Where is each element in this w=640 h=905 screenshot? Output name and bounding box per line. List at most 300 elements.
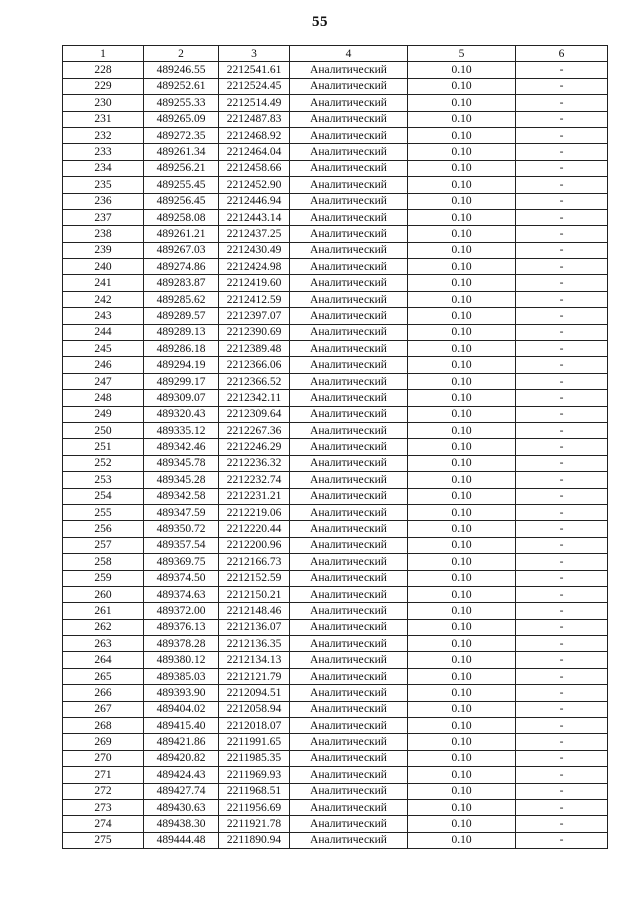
note-cell: - <box>516 160 608 176</box>
accuracy-cell: 0.10 <box>408 718 516 734</box>
note-cell: - <box>516 193 608 209</box>
accuracy-cell: 0.10 <box>408 504 516 520</box>
table-row <box>63 504 608 520</box>
method-cell: Аналитический <box>290 455 408 471</box>
x-coordinate-cell: 489369.75 <box>144 554 219 570</box>
y-coordinate-cell: 2211968.51 <box>219 783 290 799</box>
y-coordinate-cell: 2212134.13 <box>219 652 290 668</box>
point-number-cell: 268 <box>63 718 144 734</box>
accuracy-cell: 0.10 <box>408 209 516 225</box>
y-coordinate-cell: 2212514.49 <box>219 95 290 111</box>
x-coordinate-cell: 489246.55 <box>144 62 219 78</box>
note-cell: - <box>516 144 608 160</box>
y-coordinate-cell: 2212412.59 <box>219 291 290 307</box>
method-cell: Аналитический <box>290 422 408 438</box>
accuracy-cell: 0.10 <box>408 62 516 78</box>
note-cell: - <box>516 685 608 701</box>
accuracy-cell: 0.10 <box>408 111 516 127</box>
note-cell: - <box>516 390 608 406</box>
point-number-cell: 253 <box>63 472 144 488</box>
note-cell: - <box>516 291 608 307</box>
point-number-cell: 239 <box>63 242 144 258</box>
method-cell: Аналитический <box>290 373 408 389</box>
x-coordinate-cell: 489404.02 <box>144 701 219 717</box>
method-cell: Аналитический <box>290 406 408 422</box>
note-cell: - <box>516 668 608 684</box>
table-row <box>63 127 608 143</box>
note-cell: - <box>516 521 608 537</box>
note-cell: - <box>516 832 608 848</box>
note-cell: - <box>516 357 608 373</box>
x-coordinate-cell: 489283.87 <box>144 275 219 291</box>
method-cell: Аналитический <box>290 111 408 127</box>
point-number-cell: 249 <box>63 406 144 422</box>
method-cell: Аналитический <box>290 95 408 111</box>
x-coordinate-cell: 489345.78 <box>144 455 219 471</box>
method-cell: Аналитический <box>290 488 408 504</box>
method-cell: Аналитический <box>290 472 408 488</box>
x-coordinate-cell: 489289.13 <box>144 324 219 340</box>
table-row <box>63 373 608 389</box>
point-number-cell: 234 <box>63 160 144 176</box>
table-row <box>63 783 608 799</box>
point-number-cell: 256 <box>63 521 144 537</box>
x-coordinate-cell: 489256.45 <box>144 193 219 209</box>
point-number-cell: 238 <box>63 226 144 242</box>
x-coordinate-cell: 489438.30 <box>144 816 219 832</box>
y-coordinate-cell: 2212446.94 <box>219 193 290 209</box>
table-row <box>63 603 608 619</box>
header-row <box>63 46 608 62</box>
accuracy-cell: 0.10 <box>408 390 516 406</box>
accuracy-cell: 0.10 <box>408 275 516 291</box>
note-cell: - <box>516 537 608 553</box>
method-cell: Аналитический <box>290 521 408 537</box>
note-cell: - <box>516 439 608 455</box>
note-cell: - <box>516 734 608 750</box>
page-number: 55 <box>312 14 328 30</box>
point-number-cell: 243 <box>63 308 144 324</box>
y-coordinate-cell: 2212094.51 <box>219 685 290 701</box>
note-cell: - <box>516 406 608 422</box>
note-cell: - <box>516 242 608 258</box>
accuracy-cell: 0.10 <box>408 554 516 570</box>
x-coordinate-cell: 489252.61 <box>144 78 219 94</box>
y-coordinate-cell: 2212150.21 <box>219 586 290 602</box>
note-cell: - <box>516 488 608 504</box>
method-cell: Аналитический <box>290 586 408 602</box>
y-coordinate-cell: 2212397.07 <box>219 308 290 324</box>
x-coordinate-cell: 489342.58 <box>144 488 219 504</box>
accuracy-cell: 0.10 <box>408 816 516 832</box>
point-number-cell: 247 <box>63 373 144 389</box>
note-cell: - <box>516 783 608 799</box>
accuracy-cell: 0.10 <box>408 701 516 717</box>
accuracy-cell: 0.10 <box>408 127 516 143</box>
y-coordinate-cell: 2211956.69 <box>219 799 290 815</box>
x-coordinate-cell: 489350.72 <box>144 521 219 537</box>
x-coordinate-cell: 489347.59 <box>144 504 219 520</box>
method-cell: Аналитический <box>290 750 408 766</box>
note-cell: - <box>516 308 608 324</box>
note-cell: - <box>516 275 608 291</box>
column-header: 2 <box>144 46 219 62</box>
table-row <box>63 636 608 652</box>
x-coordinate-cell: 489285.62 <box>144 291 219 307</box>
x-coordinate-cell: 489376.13 <box>144 619 219 635</box>
table-row <box>63 455 608 471</box>
accuracy-cell: 0.10 <box>408 78 516 94</box>
table-row <box>63 488 608 504</box>
note-cell: - <box>516 62 608 78</box>
accuracy-cell: 0.10 <box>408 488 516 504</box>
y-coordinate-cell: 2212148.46 <box>219 603 290 619</box>
accuracy-cell: 0.10 <box>408 734 516 750</box>
x-coordinate-cell: 489335.12 <box>144 422 219 438</box>
point-number-cell: 246 <box>63 357 144 373</box>
y-coordinate-cell: 2212458.66 <box>219 160 290 176</box>
note-cell: - <box>516 226 608 242</box>
y-coordinate-cell: 2212058.94 <box>219 701 290 717</box>
x-coordinate-cell: 489342.46 <box>144 439 219 455</box>
method-cell: Аналитический <box>290 619 408 635</box>
column-header: 4 <box>290 46 408 62</box>
note-cell: - <box>516 603 608 619</box>
y-coordinate-cell: 2212220.44 <box>219 521 290 537</box>
point-number-cell: 241 <box>63 275 144 291</box>
method-cell: Аналитический <box>290 767 408 783</box>
x-coordinate-cell: 489274.86 <box>144 259 219 275</box>
y-coordinate-cell: 2211921.78 <box>219 816 290 832</box>
x-coordinate-cell: 489420.82 <box>144 750 219 766</box>
point-number-cell: 236 <box>63 193 144 209</box>
point-number-cell: 259 <box>63 570 144 586</box>
method-cell: Аналитический <box>290 209 408 225</box>
table-row <box>63 521 608 537</box>
note-cell: - <box>516 111 608 127</box>
y-coordinate-cell: 2212309.64 <box>219 406 290 422</box>
x-coordinate-cell: 489267.03 <box>144 242 219 258</box>
table-row <box>63 750 608 766</box>
y-coordinate-cell: 2211985.35 <box>219 750 290 766</box>
x-coordinate-cell: 489255.33 <box>144 95 219 111</box>
accuracy-cell: 0.10 <box>408 177 516 193</box>
method-cell: Аналитический <box>290 226 408 242</box>
table-row <box>63 62 608 78</box>
note-cell: - <box>516 78 608 94</box>
accuracy-cell: 0.10 <box>408 160 516 176</box>
accuracy-cell: 0.10 <box>408 226 516 242</box>
method-cell: Аналитический <box>290 783 408 799</box>
note-cell: - <box>516 341 608 357</box>
accuracy-cell: 0.10 <box>408 668 516 684</box>
point-number-cell: 262 <box>63 619 144 635</box>
point-number-cell: 274 <box>63 816 144 832</box>
x-coordinate-cell: 489345.28 <box>144 472 219 488</box>
note-cell: - <box>516 799 608 815</box>
method-cell: Аналитический <box>290 799 408 815</box>
x-coordinate-cell: 489427.74 <box>144 783 219 799</box>
accuracy-cell: 0.10 <box>408 783 516 799</box>
method-cell: Аналитический <box>290 357 408 373</box>
note-cell: - <box>516 422 608 438</box>
x-coordinate-cell: 489289.57 <box>144 308 219 324</box>
x-coordinate-cell: 489299.17 <box>144 373 219 389</box>
column-header: 6 <box>516 46 608 62</box>
y-coordinate-cell: 2212267.36 <box>219 422 290 438</box>
x-coordinate-cell: 489286.18 <box>144 341 219 357</box>
table-row <box>63 701 608 717</box>
accuracy-cell: 0.10 <box>408 832 516 848</box>
accuracy-cell: 0.10 <box>408 455 516 471</box>
note-cell: - <box>516 701 608 717</box>
table-row <box>63 177 608 193</box>
accuracy-cell: 0.10 <box>408 767 516 783</box>
y-coordinate-cell: 2212366.06 <box>219 357 290 373</box>
point-number-cell: 250 <box>63 422 144 438</box>
table-row <box>63 554 608 570</box>
table-row <box>63 472 608 488</box>
point-number-cell: 230 <box>63 95 144 111</box>
method-cell: Аналитический <box>290 554 408 570</box>
table-row <box>63 799 608 815</box>
point-number-cell: 232 <box>63 127 144 143</box>
x-coordinate-cell: 489255.45 <box>144 177 219 193</box>
note-cell: - <box>516 652 608 668</box>
note-cell: - <box>516 455 608 471</box>
accuracy-cell: 0.10 <box>408 193 516 209</box>
x-coordinate-cell: 489430.63 <box>144 799 219 815</box>
table-row <box>63 308 608 324</box>
y-coordinate-cell: 2212468.92 <box>219 127 290 143</box>
y-coordinate-cell: 2212443.14 <box>219 209 290 225</box>
coordinates-table <box>62 45 608 849</box>
point-number-cell: 272 <box>63 783 144 799</box>
y-coordinate-cell: 2212487.83 <box>219 111 290 127</box>
table-row <box>63 439 608 455</box>
table-row <box>63 291 608 307</box>
y-coordinate-cell: 2211991.65 <box>219 734 290 750</box>
method-cell: Аналитический <box>290 537 408 553</box>
point-number-cell: 248 <box>63 390 144 406</box>
y-coordinate-cell: 2212541.61 <box>219 62 290 78</box>
point-number-cell: 252 <box>63 455 144 471</box>
y-coordinate-cell: 2212437.25 <box>219 226 290 242</box>
method-cell: Аналитический <box>290 324 408 340</box>
point-number-cell: 228 <box>63 62 144 78</box>
point-number-cell: 242 <box>63 291 144 307</box>
x-coordinate-cell: 489378.28 <box>144 636 219 652</box>
y-coordinate-cell: 2212121.79 <box>219 668 290 684</box>
accuracy-cell: 0.10 <box>408 422 516 438</box>
y-coordinate-cell: 2212419.60 <box>219 275 290 291</box>
accuracy-cell: 0.10 <box>408 291 516 307</box>
method-cell: Аналитический <box>290 832 408 848</box>
method-cell: Аналитический <box>290 341 408 357</box>
x-coordinate-cell: 489294.19 <box>144 357 219 373</box>
table-row <box>63 668 608 684</box>
table-row <box>63 193 608 209</box>
x-coordinate-cell: 489415.40 <box>144 718 219 734</box>
note-cell: - <box>516 619 608 635</box>
method-cell: Аналитический <box>290 668 408 684</box>
accuracy-cell: 0.10 <box>408 308 516 324</box>
accuracy-cell: 0.10 <box>408 472 516 488</box>
table-row <box>63 324 608 340</box>
point-number-cell: 251 <box>63 439 144 455</box>
table-row <box>63 652 608 668</box>
point-number-cell: 245 <box>63 341 144 357</box>
y-coordinate-cell: 2212231.21 <box>219 488 290 504</box>
x-coordinate-cell: 489374.50 <box>144 570 219 586</box>
y-coordinate-cell: 2212136.35 <box>219 636 290 652</box>
note-cell: - <box>516 472 608 488</box>
x-coordinate-cell: 489320.43 <box>144 406 219 422</box>
x-coordinate-cell: 489372.00 <box>144 603 219 619</box>
method-cell: Аналитический <box>290 78 408 94</box>
method-cell: Аналитический <box>290 734 408 750</box>
x-coordinate-cell: 489393.90 <box>144 685 219 701</box>
accuracy-cell: 0.10 <box>408 570 516 586</box>
point-number-cell: 266 <box>63 685 144 701</box>
x-coordinate-cell: 489380.12 <box>144 652 219 668</box>
accuracy-cell: 0.10 <box>408 95 516 111</box>
table-row <box>63 718 608 734</box>
y-coordinate-cell: 2212342.11 <box>219 390 290 406</box>
y-coordinate-cell: 2212464.04 <box>219 144 290 160</box>
accuracy-cell: 0.10 <box>408 652 516 668</box>
x-coordinate-cell: 489385.03 <box>144 668 219 684</box>
column-header: 1 <box>63 46 144 62</box>
point-number-cell: 233 <box>63 144 144 160</box>
y-coordinate-cell: 2212430.49 <box>219 242 290 258</box>
method-cell: Аналитический <box>290 636 408 652</box>
method-cell: Аналитический <box>290 570 408 586</box>
point-number-cell: 271 <box>63 767 144 783</box>
x-coordinate-cell: 489256.21 <box>144 160 219 176</box>
note-cell: - <box>516 554 608 570</box>
accuracy-cell: 0.10 <box>408 537 516 553</box>
point-number-cell: 244 <box>63 324 144 340</box>
table-row <box>63 242 608 258</box>
table-row <box>63 816 608 832</box>
method-cell: Аналитический <box>290 259 408 275</box>
point-number-cell: 265 <box>63 668 144 684</box>
table-row <box>63 111 608 127</box>
table-row <box>63 209 608 225</box>
x-coordinate-cell: 489357.54 <box>144 537 219 553</box>
x-coordinate-cell: 489261.34 <box>144 144 219 160</box>
method-cell: Аналитический <box>290 816 408 832</box>
note-cell: - <box>516 750 608 766</box>
method-cell: Аналитический <box>290 308 408 324</box>
table-row <box>63 685 608 701</box>
method-cell: Аналитический <box>290 62 408 78</box>
accuracy-cell: 0.10 <box>408 750 516 766</box>
x-coordinate-cell: 489421.86 <box>144 734 219 750</box>
y-coordinate-cell: 2212389.48 <box>219 341 290 357</box>
accuracy-cell: 0.10 <box>408 406 516 422</box>
accuracy-cell: 0.10 <box>408 259 516 275</box>
note-cell: - <box>516 259 608 275</box>
x-coordinate-cell: 489444.48 <box>144 832 219 848</box>
point-number-cell: 258 <box>63 554 144 570</box>
method-cell: Аналитический <box>290 603 408 619</box>
table-row <box>63 160 608 176</box>
point-number-cell: 255 <box>63 504 144 520</box>
table-row <box>63 95 608 111</box>
table-row <box>63 390 608 406</box>
point-number-cell: 270 <box>63 750 144 766</box>
method-cell: Аналитический <box>290 177 408 193</box>
accuracy-cell: 0.10 <box>408 439 516 455</box>
method-cell: Аналитический <box>290 144 408 160</box>
table-row <box>63 341 608 357</box>
note-cell: - <box>516 718 608 734</box>
point-number-cell: 263 <box>63 636 144 652</box>
point-number-cell: 254 <box>63 488 144 504</box>
table-row <box>63 537 608 553</box>
accuracy-cell: 0.10 <box>408 586 516 602</box>
accuracy-cell: 0.10 <box>408 636 516 652</box>
x-coordinate-cell: 489424.43 <box>144 767 219 783</box>
note-cell: - <box>516 177 608 193</box>
point-number-cell: 240 <box>63 259 144 275</box>
y-coordinate-cell: 2212166.73 <box>219 554 290 570</box>
accuracy-cell: 0.10 <box>408 357 516 373</box>
method-cell: Аналитический <box>290 275 408 291</box>
y-coordinate-cell: 2212200.96 <box>219 537 290 553</box>
note-cell: - <box>516 570 608 586</box>
table-row <box>63 734 608 750</box>
table-row <box>63 226 608 242</box>
point-number-cell: 267 <box>63 701 144 717</box>
x-coordinate-cell: 489309.07 <box>144 390 219 406</box>
y-coordinate-cell: 2212424.98 <box>219 259 290 275</box>
accuracy-cell: 0.10 <box>408 521 516 537</box>
y-coordinate-cell: 2212390.69 <box>219 324 290 340</box>
table-row <box>63 570 608 586</box>
method-cell: Аналитический <box>290 685 408 701</box>
accuracy-cell: 0.10 <box>408 242 516 258</box>
accuracy-cell: 0.10 <box>408 341 516 357</box>
method-cell: Аналитический <box>290 652 408 668</box>
accuracy-cell: 0.10 <box>408 144 516 160</box>
table-row <box>63 767 608 783</box>
point-number-cell: 237 <box>63 209 144 225</box>
accuracy-cell: 0.10 <box>408 619 516 635</box>
note-cell: - <box>516 816 608 832</box>
table-row <box>63 144 608 160</box>
note-cell: - <box>516 767 608 783</box>
note-cell: - <box>516 324 608 340</box>
accuracy-cell: 0.10 <box>408 685 516 701</box>
method-cell: Аналитический <box>290 193 408 209</box>
point-number-cell: 264 <box>63 652 144 668</box>
note-cell: - <box>516 373 608 389</box>
point-number-cell: 260 <box>63 586 144 602</box>
y-coordinate-cell: 2212524.45 <box>219 78 290 94</box>
column-header: 5 <box>408 46 516 62</box>
y-coordinate-cell: 2211969.93 <box>219 767 290 783</box>
note-cell: - <box>516 636 608 652</box>
method-cell: Аналитический <box>290 439 408 455</box>
table-row <box>63 406 608 422</box>
table-row <box>63 259 608 275</box>
x-coordinate-cell: 489265.09 <box>144 111 219 127</box>
method-cell: Аналитический <box>290 390 408 406</box>
method-cell: Аналитический <box>290 242 408 258</box>
